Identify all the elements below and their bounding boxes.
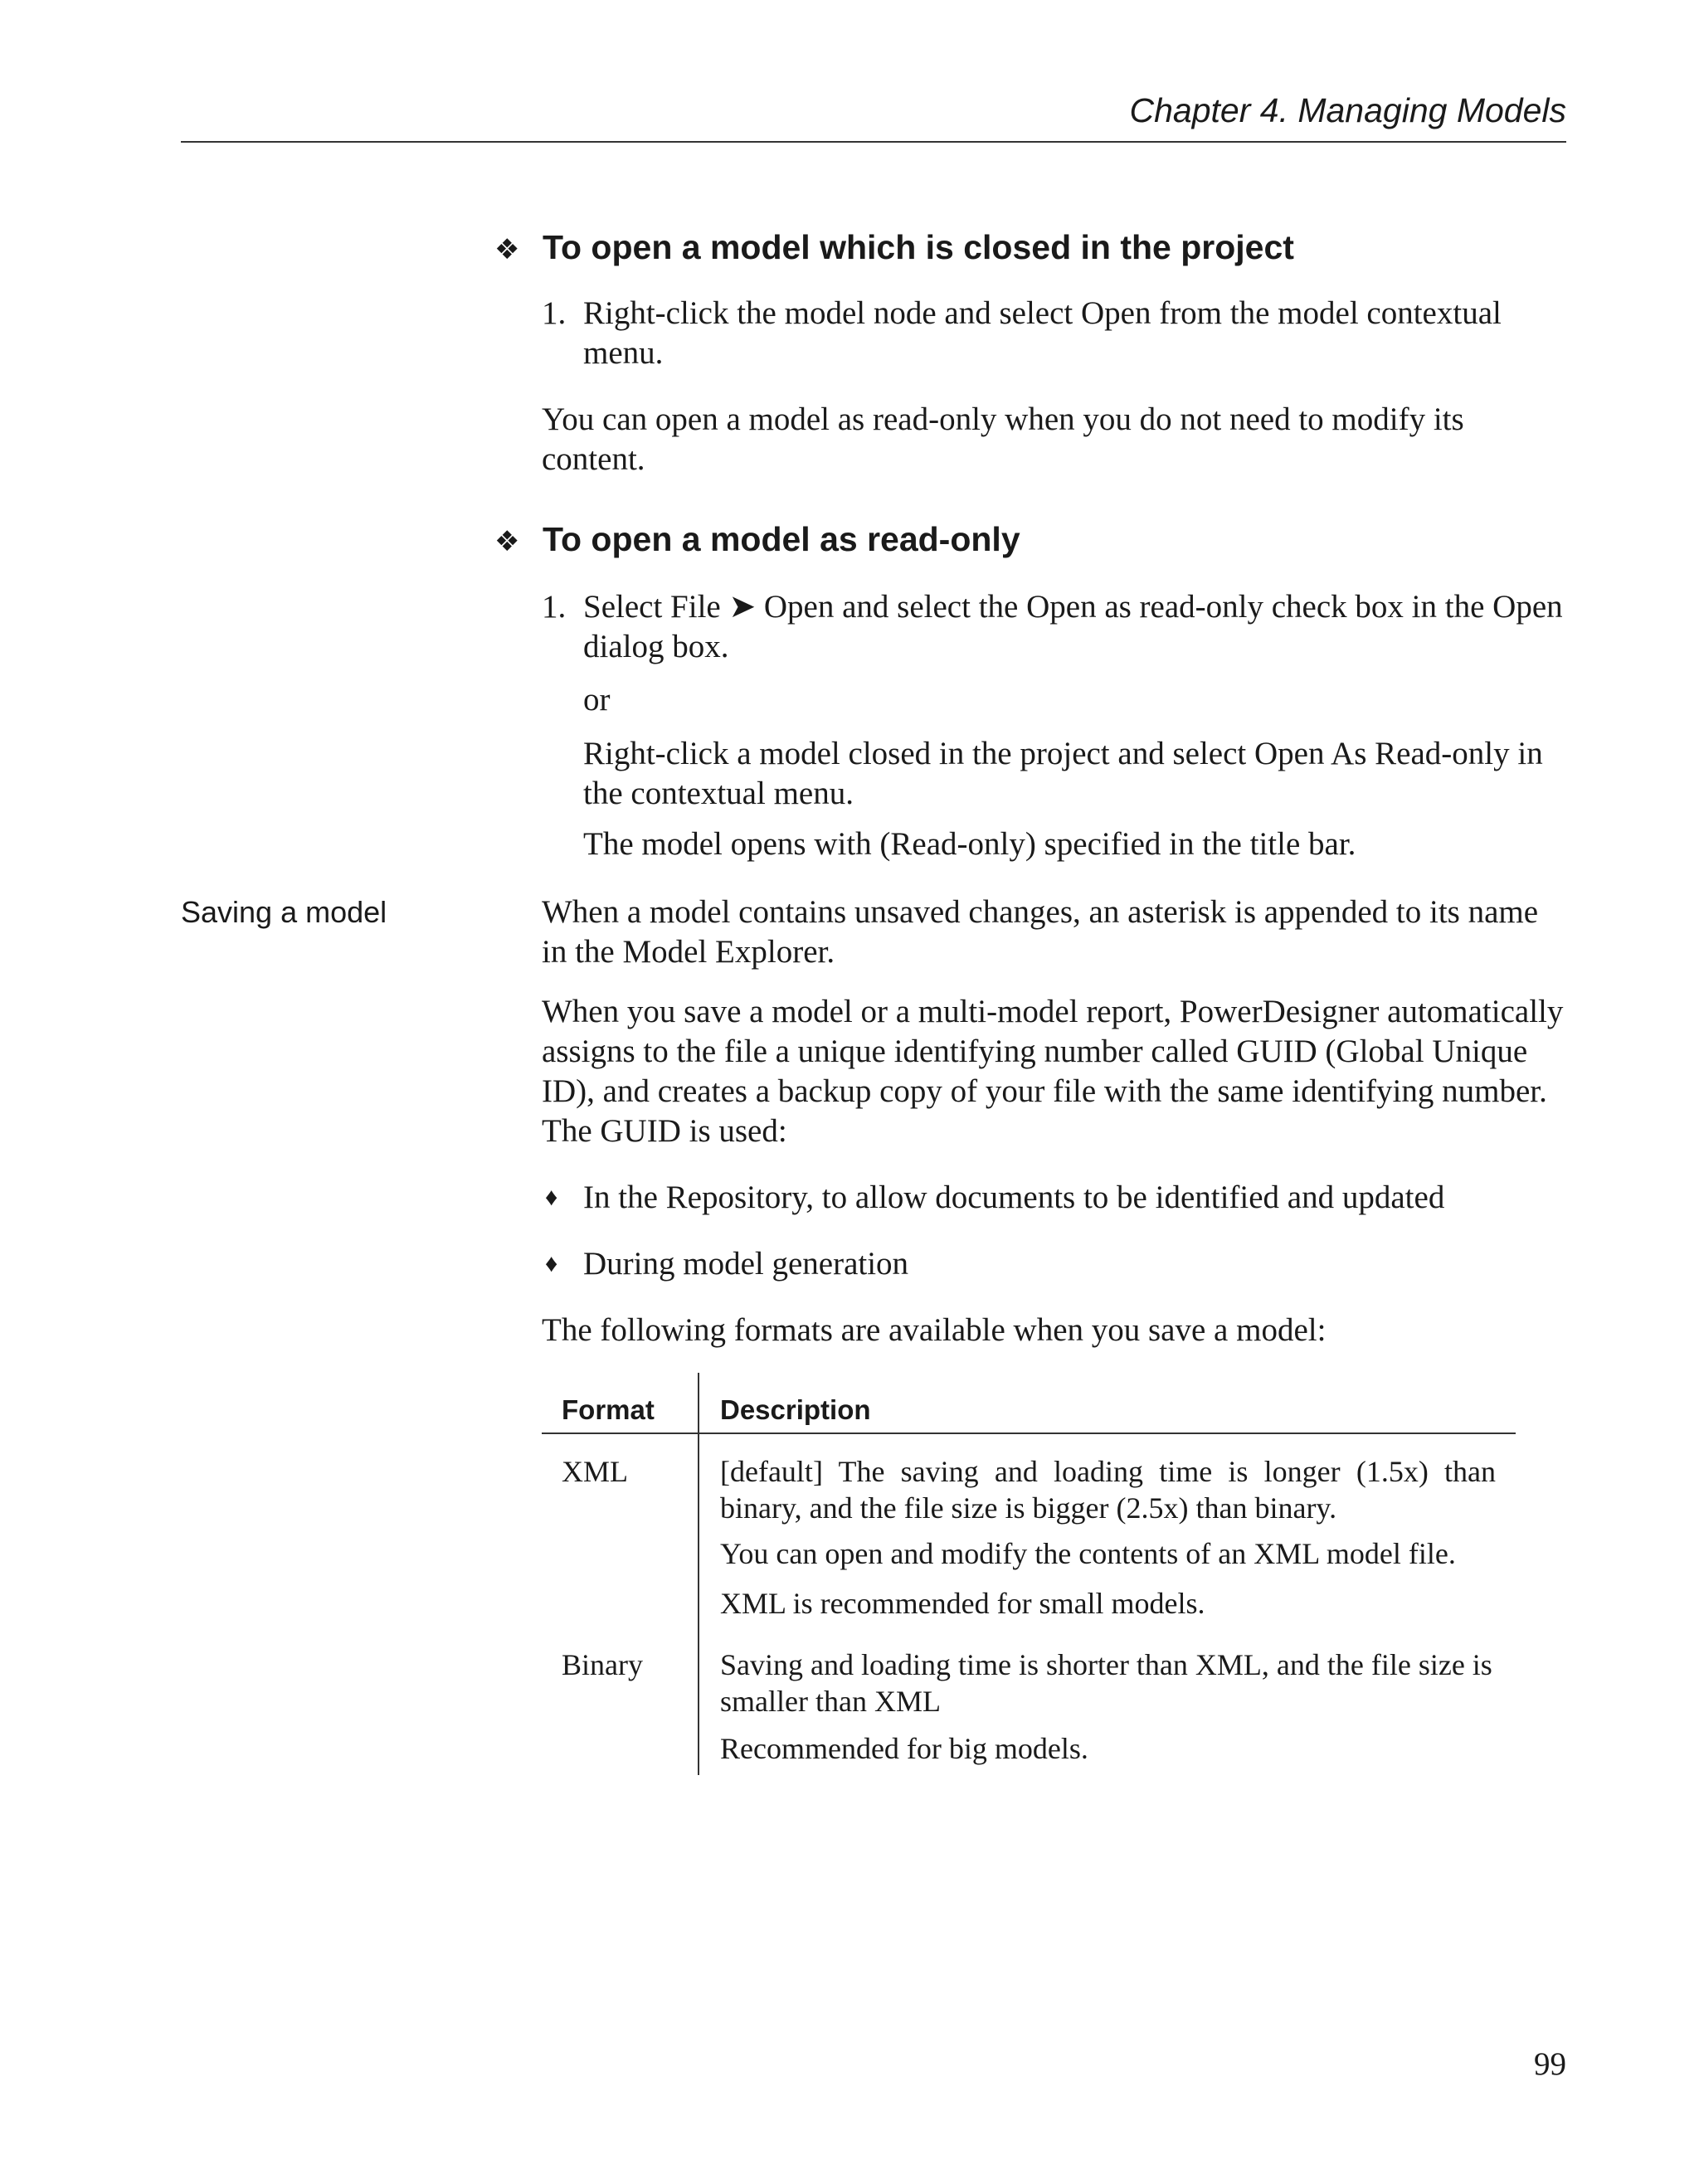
procedure-heading-open-closed-model bbox=[494, 226, 1573, 270]
alternative-step-text: Right-click a model closed in the project and select Open As Read-only in the contextual menu. bbox=[583, 736, 1543, 811]
header-rule bbox=[181, 141, 1566, 143]
table-cell-description: You can open and modify the contents of an XML model file. bbox=[720, 1537, 1456, 1570]
list-item-text: During model generation bbox=[583, 1246, 909, 1282]
list-item bbox=[542, 1178, 1570, 1218]
paragraph-text: When you save a model or a multi-model report, PowerDesigner automatically assigns to the file a unique identifying number called GUID (Global Unique ID), and creates a backup copy of your file with the same identifying number. The GUID is used: bbox=[542, 994, 1564, 1149]
diamond-bullet-icon: ♦ bbox=[545, 1184, 558, 1211]
table-cell-description: Saving and loading time is shorter than XML, and the file size is smaller than XML bbox=[720, 1648, 1492, 1718]
paragraph-formats-intro bbox=[542, 1311, 1570, 1350]
paragraph-guid bbox=[542, 992, 1570, 1151]
list-item bbox=[542, 1244, 1570, 1284]
procedure-heading-text: To open a model which is closed in the project bbox=[543, 228, 1294, 266]
or-text: or bbox=[583, 682, 611, 717]
procedure-heading-open-read-only bbox=[494, 518, 1573, 562]
procedure-step bbox=[542, 587, 1570, 667]
step-text: Select File ➤ Open and select the Open as read-only check box in the Open dialog box. bbox=[583, 589, 1563, 664]
step-result-text: The model opens with (Read-only) specified in the title bar. bbox=[583, 826, 1356, 862]
four-diamond-bullet-icon: ❖ bbox=[494, 234, 520, 265]
table-header-format: Format bbox=[562, 1394, 655, 1425]
page-number: 99 bbox=[1534, 2046, 1566, 2082]
table-header-rule bbox=[542, 1432, 1516, 1434]
step-number: 1. bbox=[542, 589, 567, 625]
margin-heading-saving-a-model: Saving a model bbox=[181, 895, 387, 929]
paragraph-text: You can open a model as read-only when you do not need to modify its content. bbox=[542, 401, 1464, 477]
table-cell-description: [default] The saving and loading time is longer (1.5x) than binary, and the file size is bigger (2.5x) than binary. bbox=[720, 1455, 1496, 1525]
four-diamond-bullet-icon: ❖ bbox=[494, 526, 520, 557]
step-text: Right-click the model node and select Open from the model contextual menu. bbox=[583, 295, 1502, 371]
table-cell-description: XML is recommended for small models. bbox=[720, 1587, 1205, 1620]
table-cell-format-binary: Binary bbox=[562, 1648, 643, 1681]
table-cell-description: Recommended for big models. bbox=[720, 1732, 1088, 1765]
paragraph-text: When a model contains unsaved changes, an asterisk is appended to its name in the Model Explorer. bbox=[542, 894, 1539, 970]
procedure-step bbox=[542, 294, 1570, 373]
paragraph-read-only-intro bbox=[542, 400, 1570, 479]
paragraph-unsaved-changes bbox=[542, 893, 1570, 972]
procedure-heading-text: To open a model as read-only bbox=[543, 520, 1020, 558]
table-header-description: Description bbox=[720, 1394, 871, 1425]
list-item-text: In the Repository, to allow documents to be identified and updated bbox=[583, 1180, 1445, 1215]
step-number: 1. bbox=[542, 295, 567, 331]
paragraph-text: The following formats are available when you save a model: bbox=[542, 1312, 1327, 1348]
table-cell-format-xml: XML bbox=[562, 1455, 628, 1488]
running-header: Chapter 4. Managing Models bbox=[1129, 91, 1566, 129]
diamond-bullet-icon: ♦ bbox=[545, 1250, 558, 1277]
